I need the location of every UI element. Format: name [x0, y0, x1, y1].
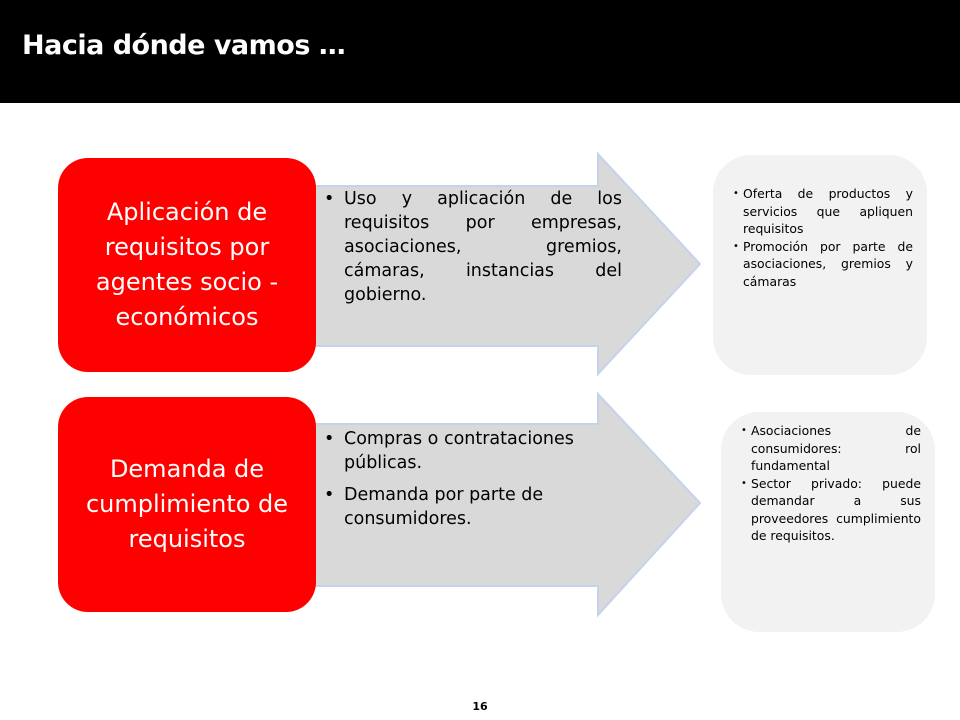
- category-label-text: Demanda de cumplimiento de requisitos: [85, 455, 289, 553]
- side-note-item: • Promoción por parte de asociaciones, gremios y cámaras: [735, 238, 913, 291]
- side-note-item: • Sector privado: puede demandar a sus proveedores cumplimiento de requisitos.: [743, 475, 921, 545]
- side-note-aplicacion: [713, 155, 927, 375]
- side-note-item: • Oferta de productos y servicios que apliquen requisitos: [735, 185, 913, 238]
- arrow-content-demanda: [322, 427, 622, 537]
- page-title: Hacia dónde vamos …: [22, 30, 346, 61]
- page-number: 16: [472, 700, 488, 713]
- arrow-bullet-item: • Compras o contrataciones públicas.: [322, 427, 622, 475]
- side-note-demanda: [721, 412, 935, 632]
- arrow-content-aplicacion: [322, 187, 622, 313]
- arrow-bullet-item: • Demanda por parte de consumidores.: [322, 483, 622, 531]
- side-note-item: • Asociaciones de consumidores: rol fundamental: [743, 422, 921, 475]
- arrow-bullet-item: • Uso y aplicación de los requisitos por empresas, asociaciones, gremios, cámaras, instancias del gobierno.: [322, 187, 622, 307]
- category-label-demanda: [58, 397, 316, 612]
- category-label-aplicacion: [58, 158, 316, 372]
- category-label-text: Aplicación de requisitos por agentes socio - económicos: [95, 198, 279, 331]
